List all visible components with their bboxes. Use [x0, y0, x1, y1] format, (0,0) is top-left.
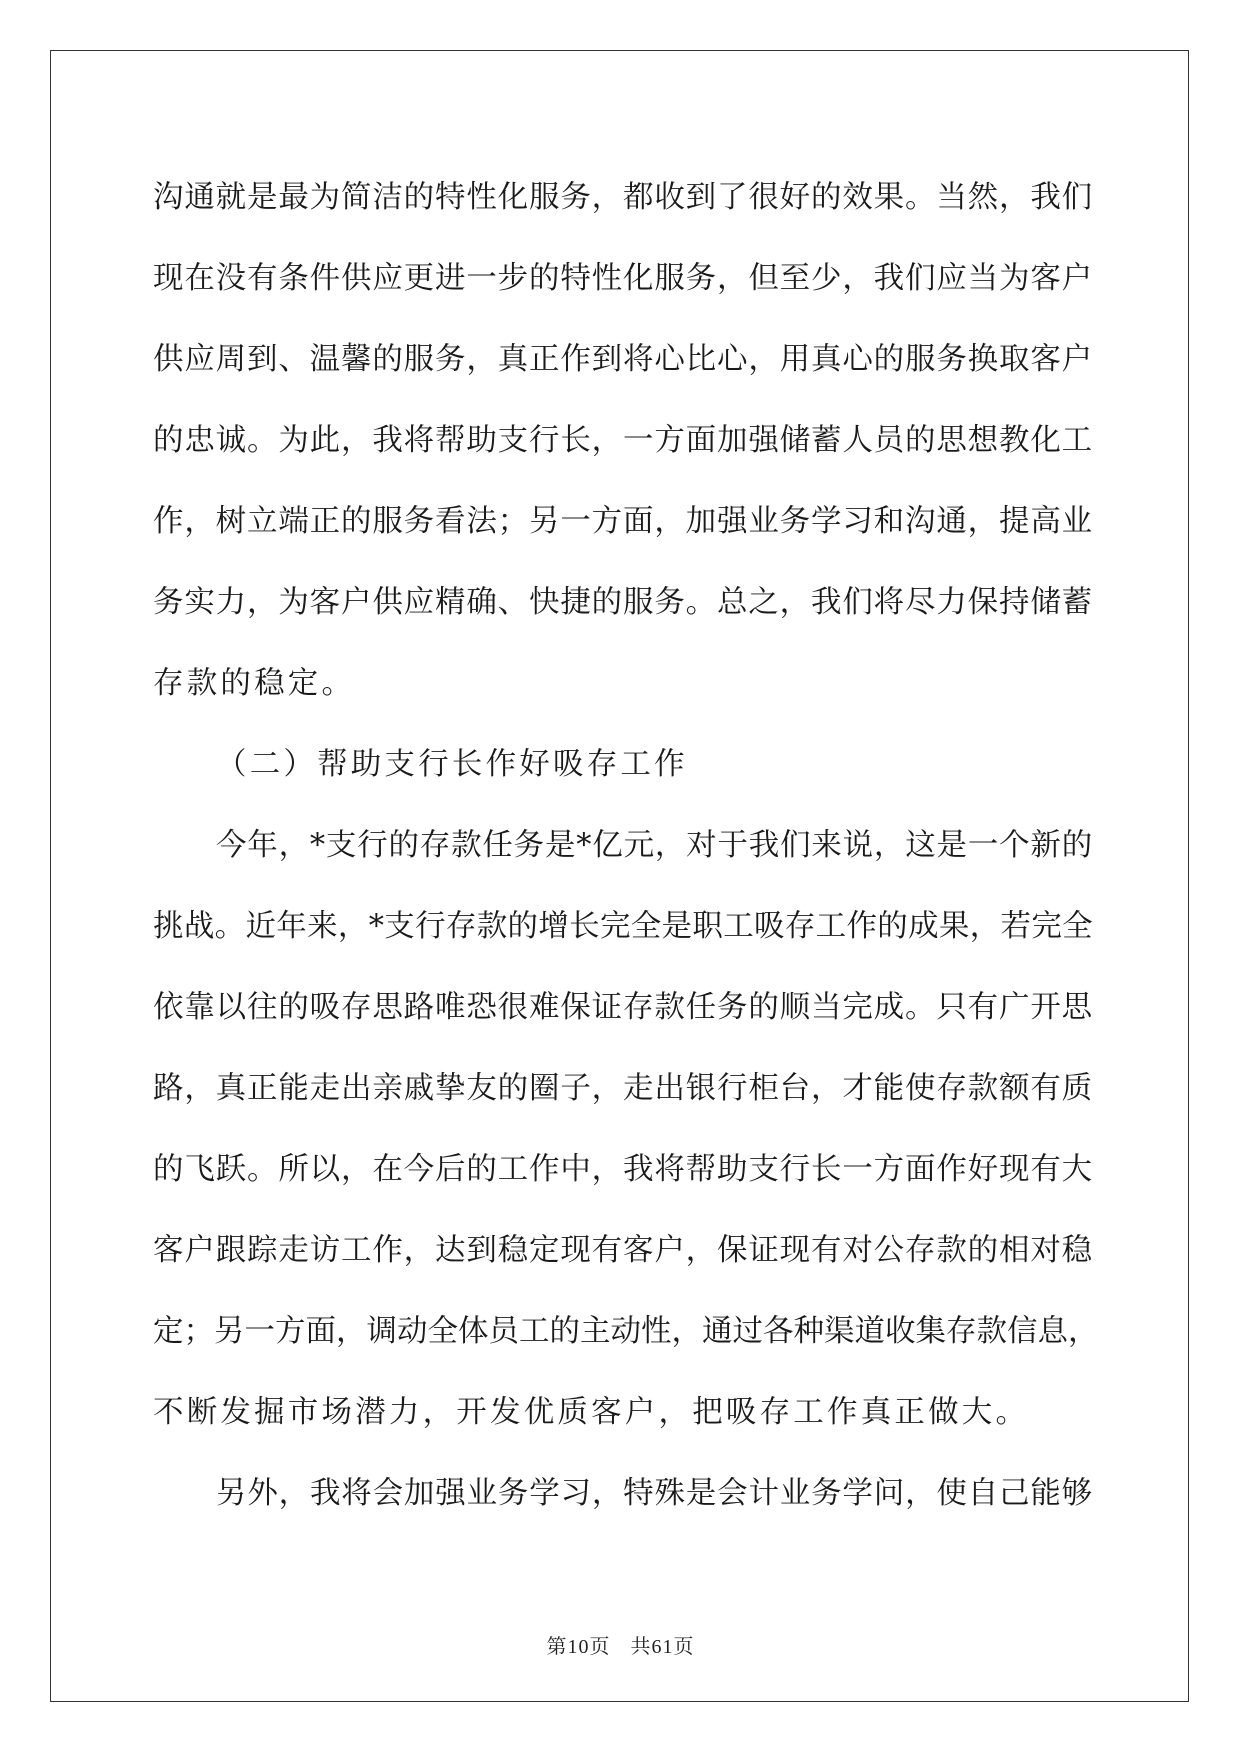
text-line — [153, 238, 1093, 319]
text-line-content: 依靠以往的吸存思路唯恐很难保证存款任务的顺当完成。只有广开思 — [153, 990, 1093, 1025]
paragraph-first-line — [153, 805, 1093, 886]
text-line-content: 定；另一方面，调动全体员工的主动性，通过各种渠道收集存款信息， — [153, 1314, 1099, 1349]
text-line — [153, 1291, 1099, 1372]
text-line-content: 客户跟踪走访工作，达到稳定现有客户，保证现有对公存款的相对稳 — [153, 1233, 1093, 1268]
text-line — [153, 157, 1093, 238]
text-line-content: 的忠诚。为此，我将帮助支行长，一方面加强储蓄人员的思想教化工 — [153, 423, 1093, 458]
text-line-content: 作，树立端正的服务看法；另一方面，加强业务学习和沟通，提高业 — [153, 504, 1093, 539]
text-line — [153, 481, 1093, 562]
text-line-content: 不断发掘市场潜力，开发优质客户，把吸存工作真正做大。 — [153, 1395, 1030, 1430]
paragraph-first-line — [153, 1453, 1093, 1534]
text-line — [153, 319, 1093, 400]
text-line-content: 务实力，为客户供应精确、快捷的服务。总之，我们将尽力保持储蓄 — [153, 585, 1093, 620]
page-footer — [0, 1630, 1241, 1659]
text-line — [153, 1372, 1093, 1453]
text-line-content: 供应周到、温馨的服务，真正作到将心比心，用真心的服务换取客户 — [153, 342, 1093, 377]
page-number: 第10页 — [546, 1636, 611, 1658]
text-line-content: 存款的稳定。 — [153, 666, 356, 701]
text-line — [153, 643, 1093, 724]
text-line-content: 现在没有条件供应更进一步的特性化服务，但至少，我们应当为客户 — [153, 261, 1093, 296]
text-line — [153, 1048, 1093, 1129]
text-line — [153, 1129, 1093, 1210]
text-line-content: 的飞跃。所以，在今后的工作中，我将帮助支行长一方面作好现有大 — [153, 1152, 1093, 1187]
text-line-content: 路，真正能走出亲戚挚友的圈子，走出银行柜台，才能使存款额有质 — [153, 1071, 1093, 1106]
text-line-content: 沟通就是最为简洁的特性化服务，都收到了很好的效果。当然，我们 — [153, 180, 1093, 215]
section-heading — [153, 724, 1093, 805]
text-line — [153, 886, 1093, 967]
text-line — [153, 562, 1093, 643]
text-line — [153, 967, 1093, 1048]
text-line-content: 挑战。近年来，*支行存款的增长完全是职工吸存工作的成果，若完全 — [153, 909, 1093, 944]
text-line — [153, 400, 1093, 481]
text-line-content: 另外，我将会加强业务学习，特殊是会计业务学问，使自己能够 — [216, 1476, 1093, 1511]
page-total: 共61页 — [630, 1636, 695, 1658]
document-body — [153, 157, 1099, 1534]
section-heading-text: （二）帮助支行长作好吸存工作 — [216, 747, 688, 782]
text-line-content: 今年，*支行的存款任务是*亿元，对于我们来说，这是一个新的 — [216, 828, 1093, 863]
text-line — [153, 1210, 1093, 1291]
